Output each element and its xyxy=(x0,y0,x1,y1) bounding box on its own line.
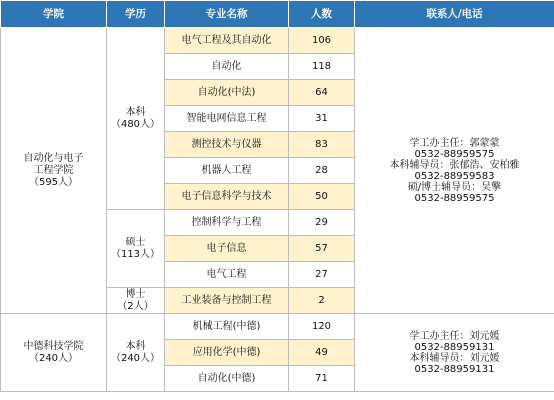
count-cell: 71 xyxy=(289,366,355,392)
count-cell: 118 xyxy=(289,54,355,80)
table-row xyxy=(1,28,554,54)
header-major: 专业名称 xyxy=(165,1,289,28)
degree-cell: 博士 （2人） xyxy=(107,288,165,314)
table-row xyxy=(1,314,554,340)
major-cell: 自动化(中德) xyxy=(165,366,289,392)
count-cell: 49 xyxy=(289,340,355,366)
count-cell: 120 xyxy=(289,314,355,340)
college-cell: 自动化与电子 工程学院 （595人） xyxy=(1,28,107,314)
count-cell: 29 xyxy=(289,210,355,236)
major-cell: 控制科学与工程 xyxy=(165,210,289,236)
major-cell: 应用化学(中德) xyxy=(165,340,289,366)
header-count: 人数 xyxy=(289,1,355,28)
count-cell: 27 xyxy=(289,262,355,288)
degree-cell: 本科 （240人） xyxy=(107,314,165,392)
major-cell: 机械工程(中德) xyxy=(165,314,289,340)
degree-cell: 硕士 （113人） xyxy=(107,210,165,288)
header-contact: 联系人/电话 xyxy=(355,1,554,28)
contact-cell: 学工办主任：郭蒙蒙 0532-88959575 本科辅导员：张郁浩、安柏雅 0532-88959583 硕/博士辅导员：吴擎 0532-88959575 xyxy=(355,28,554,314)
major-cell: 电气工程 xyxy=(165,262,289,288)
major-cell: 电子信息科学与技术 xyxy=(165,184,289,210)
degree-cell: 本科 （480人） xyxy=(107,28,165,210)
header-degree: 学历 xyxy=(107,1,165,28)
contact-cell: 学工办主任：刘元媛 0532-88959131 本科辅导员：刘元媛 0532-88959131 xyxy=(355,314,554,392)
count-cell: 31 xyxy=(289,106,355,132)
count-cell: 50 xyxy=(289,184,355,210)
major-cell: 机器人工程 xyxy=(165,158,289,184)
major-cell: 工业装备与控制工程 xyxy=(165,288,289,314)
count-cell: 83 xyxy=(289,132,355,158)
count-cell: 64 xyxy=(289,80,355,106)
college-cell: 中德科技学院 （240人） xyxy=(1,314,107,392)
major-cell: 自动化(中法) xyxy=(165,80,289,106)
count-cell: 28 xyxy=(289,158,355,184)
major-cell: 自动化 xyxy=(165,54,289,80)
header-row xyxy=(1,1,554,28)
major-cell: 智能电网信息工程 xyxy=(165,106,289,132)
header-college: 学院 xyxy=(1,1,107,28)
major-cell: 测控技术与仪器 xyxy=(165,132,289,158)
count-cell: 2 xyxy=(289,288,355,314)
major-cell: 电气工程及其自动化 xyxy=(165,28,289,54)
count-cell: 106 xyxy=(289,28,355,54)
count-cell: 57 xyxy=(289,236,355,262)
major-cell: 电子信息 xyxy=(165,236,289,262)
